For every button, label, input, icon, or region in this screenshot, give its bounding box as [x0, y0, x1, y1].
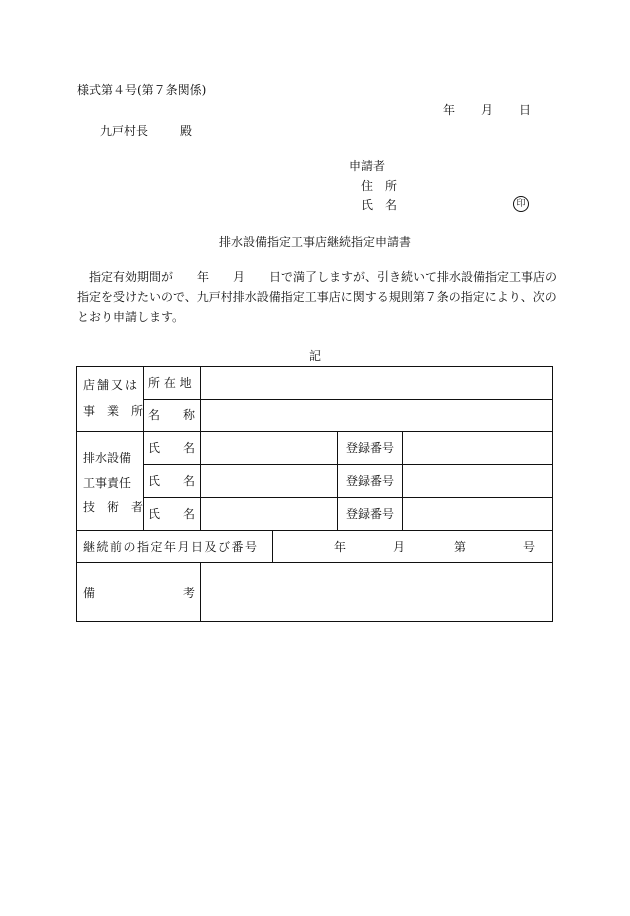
remarks-label-a: 備 [83, 586, 96, 600]
body-paragraph [77, 267, 559, 327]
addressee-honorific: 殿 [180, 124, 193, 138]
engineer-label-1: 排水設備 [83, 451, 132, 465]
date-line [443, 104, 531, 116]
applicant-name-label: 氏 名 [361, 198, 398, 212]
engineer-label-2: 工事責任 [83, 476, 132, 490]
date-month: 月 [481, 103, 494, 117]
addressee [100, 125, 192, 137]
business-name-label-b: 称 [183, 408, 196, 422]
table-rule [200, 562, 201, 622]
table-rule [402, 431, 403, 530]
prior-dai: 第 [454, 540, 467, 554]
applicant-heading: 申請者 [349, 159, 386, 173]
engineer-row-2-reg: 登録番号 [346, 474, 395, 488]
table-rule [337, 431, 338, 530]
engineer-row-1-reg: 登録番号 [346, 441, 395, 455]
prior-designation-label: 継続前の指定年月日及び番号 [83, 540, 259, 554]
engineer-row-3-mei: 名 [183, 507, 196, 521]
engineer-row-3-reg: 登録番号 [346, 507, 395, 521]
ki-heading: 記 [309, 349, 322, 363]
body-year: 年 [197, 270, 210, 284]
business-label-1: 店舗又は [83, 378, 140, 392]
engineer-row-2-shi: 氏 [148, 474, 161, 488]
table-rule [272, 530, 273, 562]
body-line-3: とおり申請します。 [77, 310, 185, 324]
table-rule [143, 367, 144, 530]
table-rule [77, 431, 553, 432]
body-line-1: 指定有効期間が 年 月 日で満了しますが、引き続いて排水設備指定工事店の [89, 270, 558, 284]
prior-month: 月 [393, 540, 406, 554]
engineer-row-1-mei: 名 [183, 441, 196, 455]
prior-go: 号 [523, 540, 536, 554]
application-table [76, 366, 553, 622]
remarks-label-b: 考 [183, 586, 196, 600]
table-rule [143, 497, 553, 498]
engineer-row-2-mei: 名 [183, 474, 196, 488]
body-month: 月 [233, 270, 246, 284]
seal-mark: 印 [513, 196, 529, 212]
date-year: 年 [443, 103, 456, 117]
table-rule [200, 367, 201, 530]
addressee-name: 九戸村長 [100, 124, 149, 138]
engineer-label-3: 技 術 者 [83, 500, 144, 514]
form-number: 様式第４号(第７条関係) [77, 83, 207, 97]
engineer-row-3-shi: 氏 [148, 507, 161, 521]
prior-year: 年 [334, 540, 347, 554]
business-label-2: 事 業 所 [83, 404, 144, 418]
location-label: 所 在 地 [148, 376, 192, 390]
table-rule [77, 562, 553, 563]
body-line-2: 指定を受けたいので、九戸村排水設備指定工事店に関する規則第７条の指定により、次の [77, 290, 557, 304]
table-rule [143, 399, 553, 400]
table-rule [77, 530, 553, 531]
engineer-row-1-shi: 氏 [148, 441, 161, 455]
applicant-address-label: 住 所 [361, 179, 398, 193]
business-name-label-a: 名 [148, 408, 161, 422]
table-rule [143, 464, 553, 465]
document-title: 排水設備指定工事店継続指定申請書 [219, 235, 412, 249]
date-day: 日 [519, 103, 532, 117]
